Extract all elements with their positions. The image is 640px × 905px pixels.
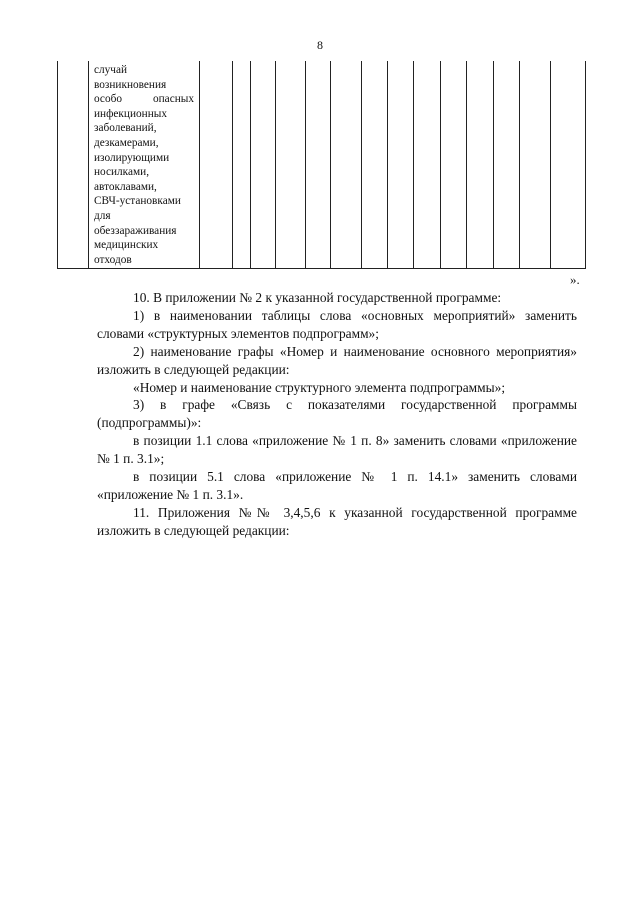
table-column-line [387,61,388,269]
page-number: 8 [317,38,323,52]
paragraph-new-name: «Номер и наименование структурного элемента подпрограммы»; [133,379,506,395]
table-column-line [232,61,233,269]
table-column-line [361,61,362,269]
table-border-right [585,61,586,269]
cell-line: отходов [94,253,132,266]
table-column-line [466,61,467,269]
cell-line: инфекционных [94,107,167,120]
cell-line: автоклавами, [94,180,157,193]
table-column-line [88,61,89,269]
cell-line: СВЧ-установками [94,195,181,208]
paragraph-11: 11. Приложения №№ 3,4,5,6 к указанной государственной программе изложить в следующей редакции: [97,504,577,538]
cell-word: особо [94,93,122,106]
table-column-line [493,61,494,269]
cell-line: случай [94,64,128,76]
cell-line: дезкамерами, [94,136,159,149]
table-column-line [550,61,551,269]
cell-line: медицинских [94,239,159,252]
table-column-line [250,61,251,269]
table-column-line [199,61,200,269]
table-column-line [440,61,441,269]
cell-line: заболеваний, [94,122,157,135]
paragraph-10-1: 1) в наименовании таблицы слова «основных мероприятий» заменить словами «структурных элементов подпрограмм»; [97,307,577,341]
paragraph-10-2: 2) наименование графы «Номер и наименование основного мероприятия» изложить в следующей редакции: [97,343,577,377]
cell-line: для [94,209,111,222]
cell-line: обеззараживания [94,224,177,237]
table-border-left [57,61,58,269]
table-column-line [305,61,306,269]
cell-line [94,92,194,107]
table-cell-text [94,63,194,267]
cell-line: возникновения [94,78,167,91]
cell-word: опасных [152,93,194,106]
cell-line: носилками, [94,166,150,179]
paragraph-position-5-1: в позиции 5.1 слова «приложение № 1 п. 14.1» заменить словами «приложение № 1 п. 3.1». [97,469,577,502]
continued-table-fragment [57,61,586,269]
paragraph-10-3: 3) в графе «Связь с показателями государственной программы (подпрограммы)»: [97,397,577,431]
cell-line: изолирующими [94,151,170,164]
table-column-line [330,61,331,269]
closing-quote: ». [570,272,580,287]
paragraph-10: 10. В приложении № 2 к указанной государственной программе: [133,290,502,305]
table-column-line [275,61,276,269]
table-column-line [519,61,520,269]
table-column-line [413,61,414,269]
paragraph-position-1-1: в позиции 1.1 слова «приложение № 1 п. 8» заменить словами «приложение № 1 п. 3.1»; [97,433,577,467]
table-bottom-border [57,268,586,269]
document-body [97,289,577,540]
